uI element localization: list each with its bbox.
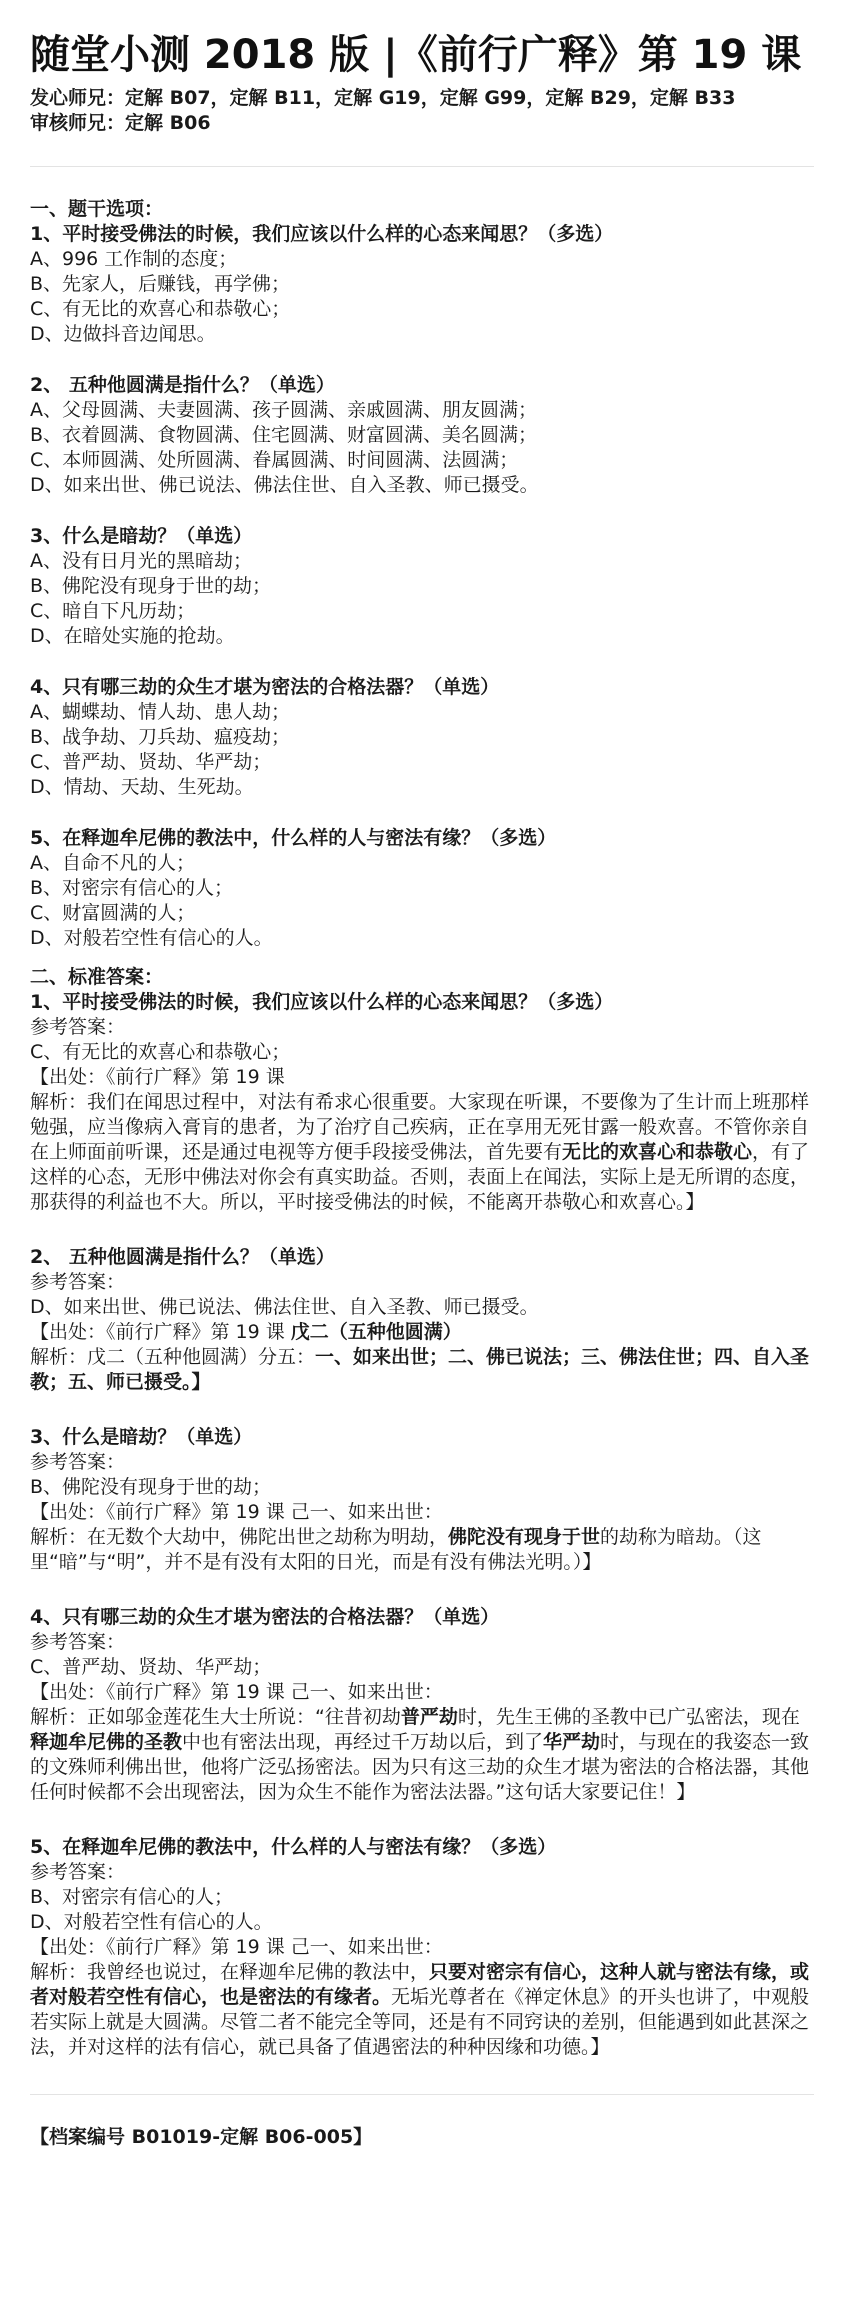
reference-answer-label: 参考答案：	[30, 1271, 126, 1293]
bold-text-run: 只要对密宗有信心，这种人就与密法有缘，或者对般若空性有信心，也是密法的有缘者。	[30, 1961, 810, 2008]
archive-number: 【档案编号 B01019-定解 B06-005】	[30, 2126, 373, 2148]
option: D、在暗处实施的抢劫。	[30, 625, 235, 647]
text-run: 的劫称为暗劫。（这里“暗”与“明”，并不是有没有太阳的日光，而是有没有佛法光明。）】	[30, 1526, 762, 1573]
reference-answer: B、佛陀没有现身于世的劫；	[30, 1476, 272, 1498]
option: A、没有日月光的黑暗劫；	[30, 550, 252, 572]
question-title: 3、什么是暗劫？（单选）	[30, 525, 253, 547]
question-title: 4、只有哪三劫的众生才堪为密法的合格法器？（单选）	[30, 676, 500, 698]
option: B、先家人，后赚钱，再学佛；	[30, 273, 291, 295]
text-run: 解析：正如邬金莲花生大士所说：“往昔初劫	[30, 1706, 401, 1728]
text-run: 中也有密法出现，再经过千万劫以后，到了	[182, 1731, 544, 1753]
analysis-text	[30, 1345, 814, 1395]
reviewer-line: 审核师兄：定解 B06	[30, 112, 211, 134]
section-title-questions: 一、题干选项：	[30, 198, 164, 220]
answer-question-title: 1、平时接受佛法的时候，我们应该以什么样的心态来闻思？（多选）	[30, 991, 614, 1013]
answer-question-title: 3、什么是暗劫？（单选）	[30, 1426, 253, 1448]
reference-answer-label: 参考答案：	[30, 1631, 126, 1653]
answer-block	[30, 1425, 814, 1575]
option: C、有无比的欢喜心和恭敬心；	[30, 298, 291, 320]
bold-text-run: 释迦牟尼佛的圣教	[30, 1731, 183, 1753]
reference-answer: D、如来出世、佛已说法、佛法住世、自入圣教、师已摄受。	[30, 1296, 539, 1318]
reference-answer: D、对般若空性有信心的人。	[30, 1911, 273, 1933]
question-block	[30, 826, 814, 951]
text-run: 时，与现在的我姿态一致的文殊师利佛出世，他将广泛弘扬密法。因为只有这三劫的众生才堪为密法的合格法器，其他任何时候都不会出现密法，因为众生不能作为密法法器。”这句话大家要记住！】	[30, 1731, 810, 1803]
option: C、本师圆满、处所圆满、眷属圆满、时间圆满、法圆满；	[30, 449, 519, 471]
answer-block	[30, 990, 814, 1215]
bold-text-run: 一、如来出世；二、佛已说法；三、佛法住世；四、自入圣教；五、师已摄受。】	[30, 1346, 810, 1393]
section-title-answers: 二、标准答案：	[30, 966, 164, 988]
analysis-text	[30, 1090, 814, 1215]
option: A、蝴蝶劫、情人劫、患人劫；	[30, 701, 290, 723]
option: C、普严劫、贤劫、华严劫；	[30, 751, 272, 773]
reference-answer-label: 参考答案：	[30, 1016, 126, 1038]
questions-list	[30, 222, 814, 951]
analysis-text	[30, 1705, 814, 1805]
question-block	[30, 222, 814, 347]
reference-answer: C、普严劫、贤劫、华严劫；	[30, 1656, 272, 1678]
text-run: ，有了这样的心态，无形中佛法对你会有真实助益。否则，表面上在闻法，实际上是无所谓的态度，那获得的利益也不大。所以，平时接受佛法的时候，不能离开恭敬心和欢喜心。】	[30, 1141, 810, 1213]
text-run: 时，先生王佛的圣教中已广弘密法，现在	[457, 1706, 800, 1728]
answer-block	[30, 1835, 814, 2060]
text-run: 解析：我们在闻思过程中，对法有希求心很重要。大家现在听课，不要像为了生计而上班那样勉强，应当像病入膏肓的患者，为了治疗自己疾病，正在享用无死甘露一般欢喜。不管你亲自在上师面前听课，还是通过电视等方便手段接受佛法，首先要有	[30, 1091, 810, 1163]
bold-text-run: 华严劫	[543, 1731, 601, 1753]
bold-text-run: 无比的欢喜心和恭敬心	[562, 1141, 753, 1163]
bold-text-run: 普严劫	[400, 1706, 458, 1728]
option: A、父母圆满、夫妻圆满、孩子圆满、亲戚圆满、朋友圆满；	[30, 399, 537, 421]
source-line: 【出处：《前行广释》第 19 课 己一、如来出世：	[30, 1501, 443, 1523]
option: B、对密宗有信心的人；	[30, 877, 234, 899]
source-line: 【出处：《前行广释》第 19 课 己一、如来出世：	[30, 1936, 443, 1958]
analysis-text	[30, 1960, 814, 2060]
reference-answer-label: 参考答案：	[30, 1451, 126, 1473]
option: B、佛陀没有现身于世的劫；	[30, 575, 272, 597]
option: C、暗自下凡历劫；	[30, 600, 196, 622]
option: A、自命不凡的人；	[30, 852, 195, 874]
option: C、财富圆满的人；	[30, 902, 196, 924]
option: D、对般若空性有信心的人。	[30, 927, 273, 949]
answer-question-title: 4、只有哪三劫的众生才堪为密法的合格法器？（单选）	[30, 1606, 500, 1628]
text-run: 【出处：《前行广释》第 19 课	[30, 1321, 291, 1343]
page-title: 随堂小测 2018 版 |《前行广释》第 19 课	[30, 32, 802, 78]
answer-question-title: 2、 五种他圆满是指什么？（单选）	[30, 1246, 335, 1268]
option: D、如来出世、佛已说法、佛法住世、自入圣教、师已摄受。	[30, 474, 539, 496]
reference-answer: C、有无比的欢喜心和恭敬心；	[30, 1041, 291, 1063]
reference-answer: B、对密宗有信心的人；	[30, 1886, 234, 1908]
bold-text-run: 佛陀没有现身于世	[448, 1526, 601, 1548]
question-title: 2、 五种他圆满是指什么？（单选）	[30, 374, 335, 396]
option: B、衣着圆满、食物圆满、住宅圆满、财富圆满、美名圆满；	[30, 424, 538, 446]
answer-block	[30, 1245, 814, 1395]
text-run: 解析：戊二（五种他圆满）分五：	[30, 1346, 316, 1368]
option: D、边做抖音边闻思。	[30, 323, 216, 345]
option: D、情劫、天劫、生死劫。	[30, 776, 254, 798]
source-line: 【出处：《前行广释》第 19 课 己一、如来出世：	[30, 1681, 443, 1703]
option: B、战争劫、刀兵劫、瘟疫劫；	[30, 726, 291, 748]
source-line: 【出处：《前行广释》第 19 课	[30, 1066, 285, 1088]
issuers-line: 发心师兄：定解 B07，定解 B11，定解 G19，定解 G99，定解 B29，定解 B33	[30, 87, 736, 109]
text-run: 解析：在无数个大劫中，佛陀出世之劫称为明劫，	[30, 1526, 449, 1548]
question-title: 1、平时接受佛法的时候，我们应该以什么样的心态来闻思？（多选）	[30, 223, 614, 245]
bottom-divider	[30, 2094, 814, 2095]
option: A、996 工作制的态度；	[30, 248, 238, 270]
reference-answer-label: 参考答案：	[30, 1861, 126, 1883]
question-title: 5、在释迦牟尼佛的教法中，什么样的人与密法有缘？（多选）	[30, 827, 557, 849]
top-divider	[30, 166, 814, 167]
text-run: 无垢光尊者在《禅定休息》的开头也讲了，中观般若实际上就是大圆满。尽管二者不能完全等同，还是有不同窍诀的差别，但能遇到如此甚深之法，并对这样的法有信心，就已具备了值遇密法的种种因缘和功德。】	[30, 1986, 810, 2058]
question-block	[30, 373, 814, 498]
text-run: 解析：我曾经也说过，在释迦牟尼佛的教法中，	[30, 1961, 430, 1983]
bold-text-run: 戊二（五种他圆满）	[290, 1321, 462, 1343]
analysis-text	[30, 1525, 814, 1575]
answer-question-title: 5、在释迦牟尼佛的教法中，什么样的人与密法有缘？（多选）	[30, 1836, 557, 1858]
question-block	[30, 524, 814, 649]
answer-block	[30, 1605, 814, 1805]
question-block	[30, 675, 814, 800]
source-line	[30, 1320, 814, 1345]
